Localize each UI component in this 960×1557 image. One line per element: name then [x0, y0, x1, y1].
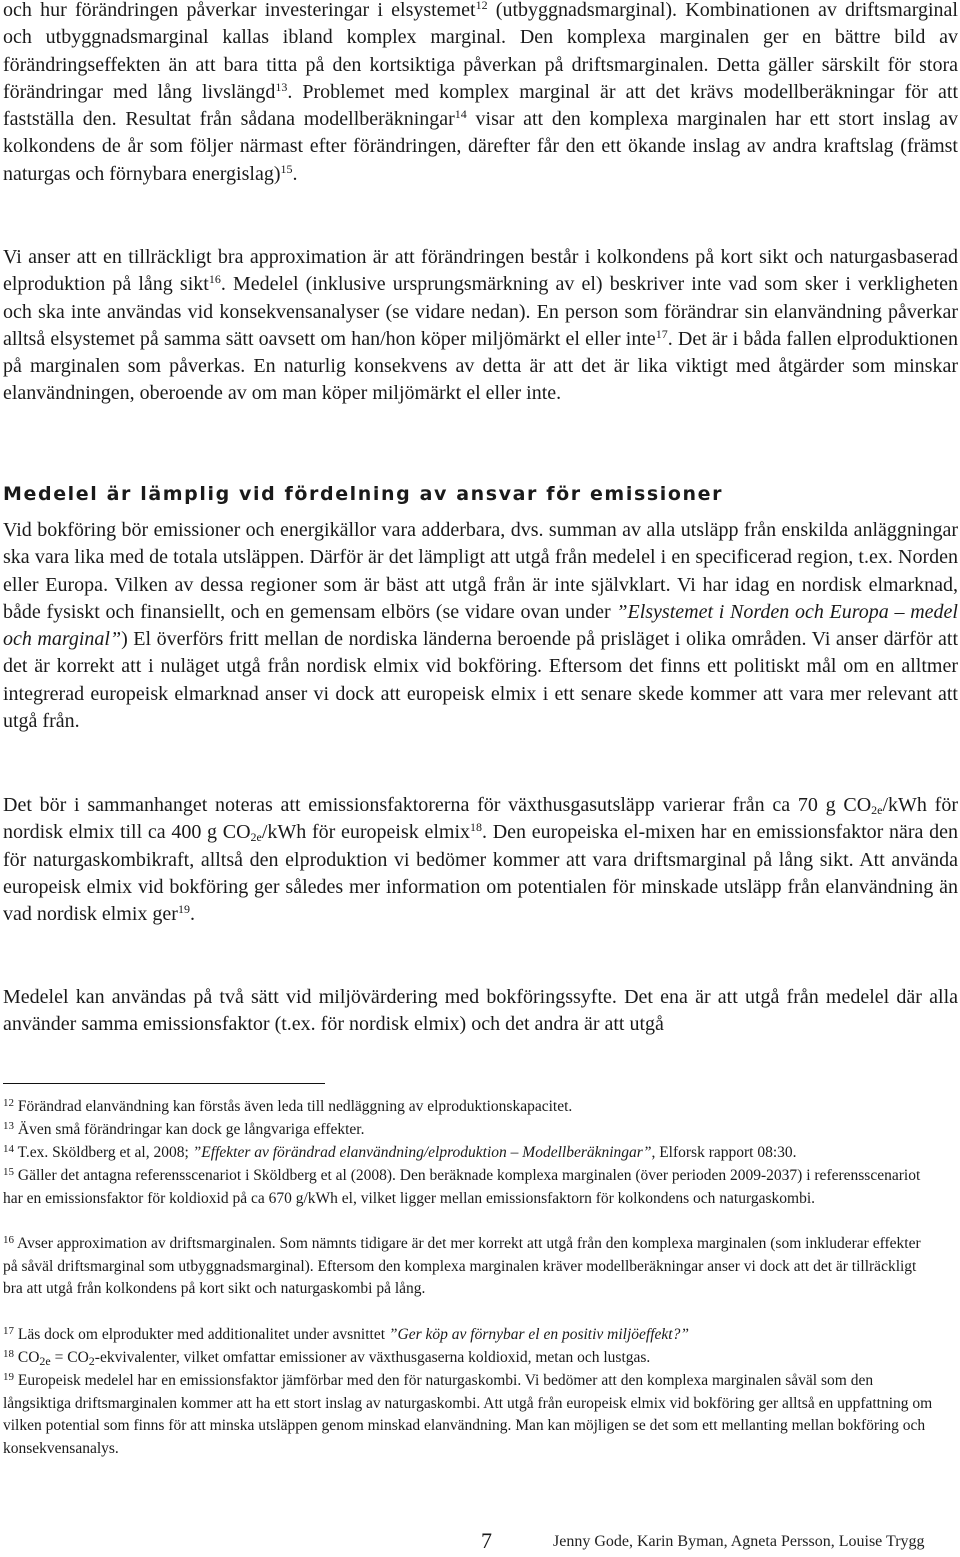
footnote-ref-19[interactable]: 19 [177, 902, 190, 917]
footnote-separator [3, 1083, 325, 1084]
section-heading: Medelel är lämplig vid fördelning av ansvar för emissioner [3, 483, 724, 505]
paragraph-complex-marginal: och hur förändringen påverkar investeringar i elsystemet$^{12}$ (utbyggnadsmarginal). Kombinationen av driftsmarginal och utbyggnadsmarginal kallas ibland komplex marginal. Den komplexa marginalen ger en bättre bild av förändringseffekten än att bara titta på den kortsiktiga påverkan på driftsmarginalen. Detta gäller särskilt för stora förändringar med lång livslängd$^{13}$. Problemet med komplex marginal är att det krävs modellberäkningar för att fastställa den. Resultat från sådana modellberäkningar$^{14}$ visar att den komplexa marginalen har ett stort inslag av kolkondens de år som följer närmast efter förändringen, därefter får den ett ökande inslag av andra kraftslag (främst naturgas och förnybara energislag)$^{15}$. [3, 0, 959, 185]
paragraph-emission-factors: Det bör i sammanhanget noteras att emissionsfaktorerna för växthusgasutsläpp varierar från ca 70 g $CO_{2e}$/kWh för nordisk elmix till ca 400 g $CO_{2e}$/kWh för europeisk elmix$^{18}$. Den europeiska el-mixen har en emissionsfaktor nära den för naturgaskombikraft, alltså den elproduktion vi bedömer kommer att vara driftsmarginal på lång sikt. Att använda europeisk elmix vid bokföring ger således mer information om potentialen för minskade utsläpp från elanvändning än vad nordisk elmix ger$^{19}$. [3, 794, 958, 926]
footnote-13: $^{13}$ Även små förändringar kan dock ge långvariga effekter. [3, 1120, 365, 1138]
footnote-ref-14[interactable]: 14 [454, 107, 467, 122]
footnote-14: $^{14}$ T.ex. Sköldberg et al, 2008; ”Effekter av förändrad elanvändning/elproduktion – Modellberäkningar”, Elforsk rapport 08:30. [3, 1143, 797, 1161]
footnote-16: $^{16}$ Avser approximation av driftsmarginalen. Som nämnts tidigare är det mer korrekt att utgå från den komplexa marginalen (som inkluderar effekter på såväl driftsmarginal som utbyggnadsmarginal). Eftersom den komplexa marginalen kräver modellberäkningar anser vi dock att det är tillräckligt bra att utgå från kolkondens på kort sikt och naturgaskombi på lång. [3, 1234, 921, 1298]
paragraph-bookkeeping: Vid bokföring bör emissioner och energikällor vara adderbara, dvs. summan av alla utsläpp från enskilda anläggningar ska vara lika med de totala utsläppen. Därför är det lämpligt att utgå från medelel i en specificerad region, t.ex. Norden eller Europa. Vilken av dessa regioner som är bäst att utgå från är inte självklart. Vi har idag en nordisk elmarknad, både fysiskt och finansiellt, och en gemensam elbörs (se vidare ovan under ”Elsystemet i Norden och Europa – medel och marginal”) El överförs fritt mellan de nordiska länderna beroende på prisläget i olika områden. Vi anser därför att det är korrekt att i nuläget utgå från nordisk elmix vid bokföring. Eftersom det finns ett politiskt mål om en alltmer integrerad europeisk elmarknad anser vi dock att europeisk elmix i ett senare skede kommer att vara mer relevant att utgå från. [3, 519, 959, 733]
footer-authors: Jenny Gode, Karin Byman, Agneta Persson, Louise Trygg [553, 1533, 925, 1550]
page-number: 7 [481, 1528, 492, 1553]
section-reference: ”Elsystemet i Norden och Europa – medel och marginal” [3, 600, 958, 651]
footnote-ref-13[interactable]: 13 [275, 79, 288, 94]
footnote-ref-17[interactable]: 17 [655, 326, 668, 341]
footnote-ref-18[interactable]: 18 [470, 820, 482, 835]
footnote-19: $^{19}$ Europeisk medelel har en emissionsfaktor jämförbar med den för naturgaskombi. Vi bedömer att den komplexa marginalen såväl som den långsiktiga driftsmarginalen kommer att ha ett stort inslag av naturgaskombi. Att utgå från europeisk elmix vid bokföring ger alltså en uppfattning om vilken potential som finns för att minska utsläppen genom minskad elanvändning. Man kan möjligen se det som ett mellanting mellan bokföring och konsekvensanalys. [3, 1371, 933, 1458]
footnote-ref-12[interactable]: 12 [475, 0, 488, 12]
footnote-ref-15[interactable]: 15 [280, 161, 293, 176]
footnote-15: $^{15}$ Gäller det antagna referensscenariot i Sköldberg et al (2008). Den beräknade komplexa marginalen (över perioden 2009-2037) i referensscenariot har en emissionsfaktor för koldioxid på ca 670 g/kWh el, vilket ligger mellan emissionsfaktorn för kolkondens och naturgaskombi. [3, 1166, 921, 1207]
footnote-12: $^{12}$ Förändrad elanvändning kan förstås även leda till nedläggning av elproduktionskapacitet. [3, 1097, 573, 1115]
paragraph-two-ways: Medelel kan användas på två sätt vid miljövärdering med bokföringssyfte. Det ena är att utgå från medelel där alla använder samma emissionsfaktor (t.ex. för nordisk elmix) och det andra är att utgå [3, 986, 958, 1036]
footnote-18: $^{18}$ $CO_{2e}$ = $CO_2$-ekvivalenter, vilket omfattar emissioner av växthusgaserna koldioxid, metan och lustgas. [3, 1348, 651, 1368]
footnote-17: $^{17}$ Läs dock om elprodukter med additionalitet under avsnittet ”Ger köp av förnybar el en positiv miljöeffekt?” [3, 1325, 689, 1343]
paragraph-approximation: Vi anser att en tillräckligt bra approximation är att förändringen består i kolkondens på kort sikt och naturgasbaserad elproduktion på lång sikt$^{16}$. Medelel (inklusive ursprungsmärkning av el) beskriver inte vad som sker i verkligheten och ska inte användas vid konsekvensanalyser (se vidare nedan). En person som förändrar sin elanvändning påverkar alltså elsystemet på samma sätt oavsett om han/hon köper miljömärkt el eller inte$^{17}$. Det är i båda fallen elproduktionen på marginalen som påverkas. En naturlig konsekvens av detta är att det är lika viktigt med åtgärder som minskar elanvändningen, oberoende av om man köper miljömärkt el eller inte. [3, 246, 959, 405]
footnote-ref-16[interactable]: 16 [208, 272, 221, 287]
